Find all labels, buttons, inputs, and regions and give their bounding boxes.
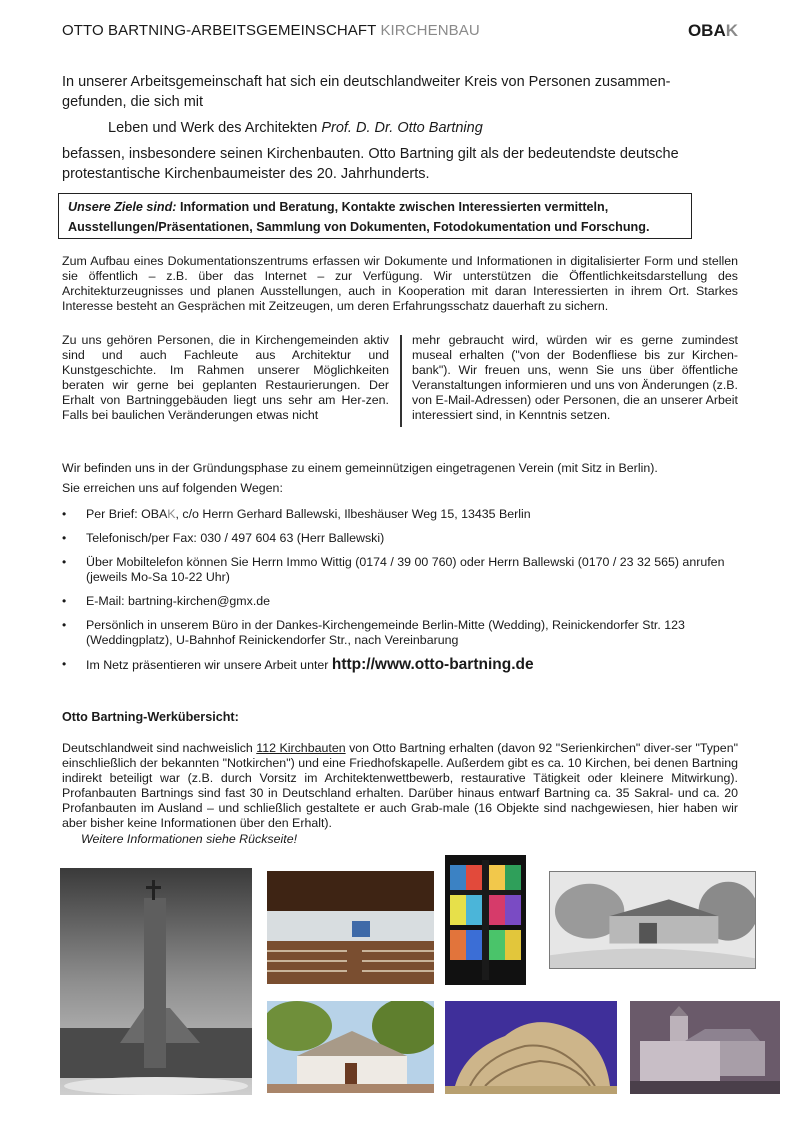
bullet-icon: • (62, 594, 67, 608)
bullet-icon: • (62, 657, 67, 671)
goals-box: Unsere Ziele sind: Information und Beratung, Kontakte zwischen Interessierten vermitteln, Ausstellungen/Präsentationen, Sammlung von Dokumenten, Fotodokumentation und Forschung. (58, 193, 692, 239)
bullet-icon: • (62, 531, 67, 545)
page-header (62, 22, 738, 42)
intro-highlight: Leben und Werk des Architekten Prof. D. Dr. Otto Bartning (108, 120, 483, 136)
church-count-link: 112 Kirchbauten (256, 741, 346, 755)
photo-stained-glass (445, 855, 526, 985)
two-column-section (62, 333, 738, 433)
organization-title: OTTO BARTNING-ARBEITSGEMEINSCHAFT KIRCHENBAU (62, 22, 480, 39)
column-right: mehr gebraucht wird, würden wir es gerne zumindest museal erhalten ("von der Bodenfliese bis zur Kirchen-bank"). Wir freuen uns, wenn Sie uns über öffentliche Veranstaltungen informieren und uns von Änderungen (z.B. von E-Mail-Adressen) oder Personen, die an unserer Arbeit interessiert sind, in Kenntnis setzen. (412, 333, 738, 422)
see-reverse-note: Weitere Informationen siehe Rückseite! (81, 832, 298, 846)
intro-line: In unserer Arbeitsgemeinschaft hat sich ein deutschlandweiter Kreis von Personen zusammen-gefunden, die sich mit (62, 74, 671, 110)
column-left: Zu uns gehören Personen, die in Kirchengemeinden aktiv sind und auch Fachleute aus Architektur und Kunstgeschichte. Im Rahmen unserer Möglichkeiten beraten wir gerne bei geplanten Restaurierungen. Der Erhalt von Bartninggebäuden liegt uns sehr am Her-zen. Falls bei baulichen Veränderungen etwas nicht (62, 333, 389, 422)
contact-office: • Persönlich in unserem Büro in der Dankes-Kirchengemeinde Berlin-Mitte (Wedding), Reinickendorfer Str. 123 (Weddingplatz), U-Bahnhof Reinickendorfer Str., nach Vereinbarung (62, 618, 685, 647)
photo-architectural-model (445, 1001, 617, 1094)
contact-intro: Wir befinden uns in der Gründungsphase zu einem gemeinnützigen eingetragenen Verein (mit Sitz in Berlin). Sie erreichen uns auf folgenden Wegen: (62, 461, 658, 495)
works-heading: Otto Bartning-Werkübersicht: (62, 710, 239, 724)
contact-list (62, 507, 738, 682)
photo-church-interior (267, 871, 434, 984)
architect-name: Prof. D. Dr. Otto Bartning (321, 120, 483, 136)
photo-church-sketch (549, 871, 756, 969)
contact-mobile: • Über Mobiltelefon können Sie Herrn Immo Wittig (0174 / 39 00 760) oder Herrn Ballewski (0170 / 23 32 565) anrufen (jeweils Mo-Sa 10-22 Uhr) (62, 555, 725, 584)
contact-web: • Im Netz präsentieren wir unsere Arbeit unter http://www.otto-bartning.de (62, 656, 534, 673)
bullet-icon: • (62, 507, 67, 521)
intro-section (62, 72, 702, 184)
photo-polygonal-church (267, 1001, 434, 1093)
goals-lead: Unsere Ziele sind: (68, 200, 177, 214)
title-accent: KIRCHENBAU (380, 22, 480, 39)
photo-historic-church (630, 1001, 780, 1094)
column-divider (400, 335, 402, 427)
photo-church-tower (60, 868, 252, 1095)
contact-letter: • Per Brief: OBAK, c/o Herrn Gerhard Ballewski, Ilbeshäuser Weg 15, 13435 Berlin (62, 507, 531, 521)
obak-logo: OBAK (687, 21, 738, 40)
contact-email: • E-Mail: bartning-kirchen@gmx.de (62, 594, 271, 608)
bullet-icon: • (62, 618, 67, 632)
documentation-paragraph: Zum Aufbau eines Dokumentationszentrums erfassen wir Dokumente und Informationen in digitalisierter Form und stellen sie öffentlich – z.B. über das Internet – zur Verfügung. Wir unterstützen die Öffentlichkeitsdarstellung des Architekturzeugnisses und planen Ausstellungen, auch in Kooperation mit daran Interessierten in ihrem Ort. Starkes Interesse besteht an Gesprächen mit Zeitzeugen, um deren Erfahrungsschatz dauerhaft zu sichern. (62, 254, 738, 313)
website-link[interactable]: http://www.otto-bartning.de (331, 656, 534, 673)
contact-phone: • Telefonisch/per Fax: 030 / 497 604 63 (Herr Ballewski) (62, 531, 385, 545)
bullet-icon: • (62, 555, 67, 569)
works-paragraph: Deutschlandweit sind nachweislich 112 Kirchbauten von Otto Bartning erhalten (davon 92 "Serienkirchen" diver-ser "Typen" einschließlich der bekannten "Notkirchen") und eine Friedhofskapelle. Außerdem gibt es ca. 10 Kirchen, bei denen Bartning indirekt beteiligt war (z.B. durch Vorsitz im Architektenwettbewerb, restaurative Tätigkeit oder kleinere Mitwirkung). Profanbauten Bartnings sind fast 30 in Deutschland erhalten. Darüber hinaus entwarf Bartning ca. 35 Sakral- und ca. 20 Profanbauten im Ausland – und schließlich gestaltete er auch Grab-male (16 Objekte sind nachgewiesen, hier haben wir aber bisher keine Informationen über den Erhalt). (62, 741, 738, 830)
intro-conclusion: befassen, insbesondere seinen Kirchenbauten. Otto Bartning gilt als der bedeutendste deutsche protestantische Kirchenbaumeister des 20. Jahrhunderts. (62, 146, 679, 182)
